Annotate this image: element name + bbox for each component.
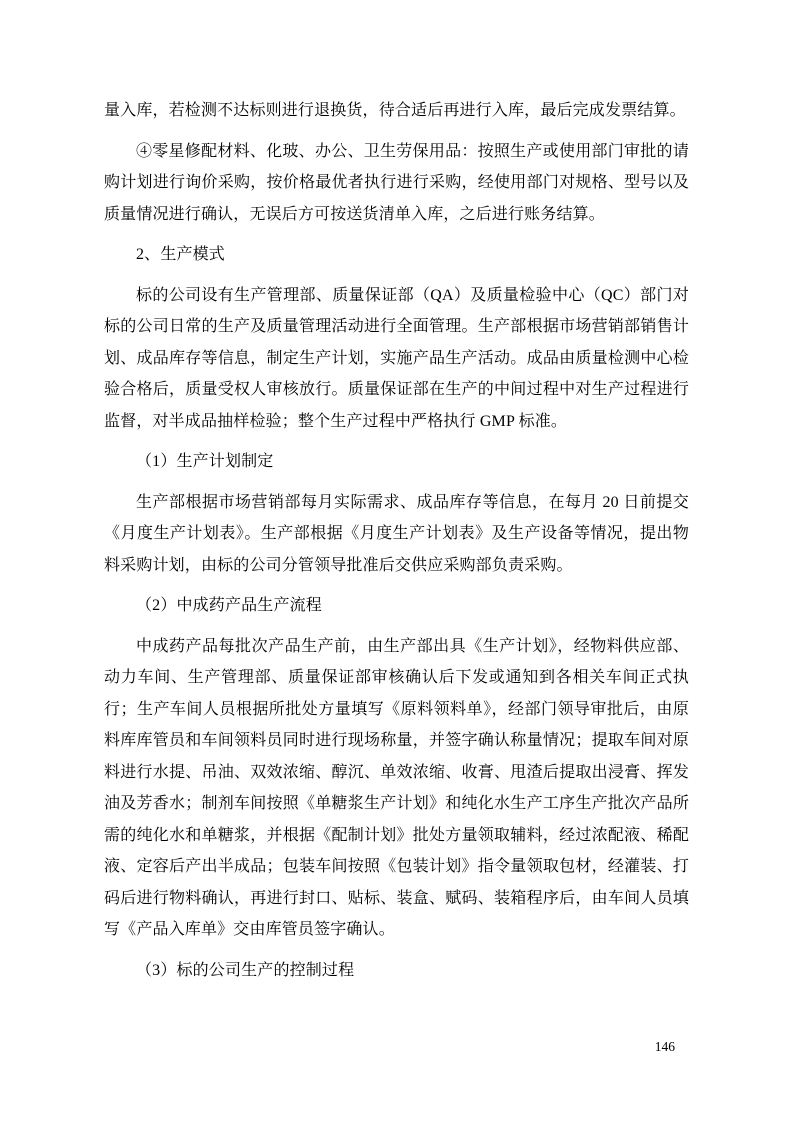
page-number: 146: [654, 1039, 675, 1054]
paragraph-tcm-process: 中成药产品每批次产品生产前，由生产部出具《生产计划》，经物料供应部、动力车间、生产管理部、质量保证部审核确认后下发或通知到各相关车间正式执行；生产车间人员根据所批处方量填写《原料领料单》，经部门领导审批后，由原料库库管员和车间领料员同时进行现场称量，并签字确认称量情况；提取车间对原料进行水提、吊油、双效浓缩、醇沉、单效浓缩、收膏、甩渣后提取出浸膏、挥发油及芳香水；制剂车间按照《单糖浆生产计划》和纯化水生产工序生产批次产品所需的纯化水和单糖浆，并根据《配制计划》批处方量领取辅料，经过浓配液、稀配液、定容后产出半成品；包装车间按照《包装计划》指令量领取包材，经灌装、打码后进行物料确认，再进行封口、贴标、装盒、赋码、装箱程序后，由车间人员填写《产品入库单》交由库管员签字确认。: [104, 637, 689, 938]
subsection-heading-production-plan: （1）生产计划制定: [136, 453, 274, 470]
paragraph-continuation: 量入库，若检测不达标则进行退换货，待合适后再进行入库，最后完成发票结算。: [104, 102, 686, 119]
section-heading-production-mode: 2、生产模式: [136, 246, 225, 263]
paragraph-production-overview: 标的公司设有生产管理部、质量保证部（QA）及质量检验中心（QC）部门对标的公司日常的生产及质量管理活动进行全面管理。生产部根据市场营销部销售计划、成品库存等信息，制定生产计划，实施产品生产活动。成品由质量检测中心检验合格后，质量受权人审核放行。质量保证部在生产的中间过程中对生产过程进行监督，对半成品抽样检验；整个生产过程中严格执行 GMP 标准。: [104, 286, 689, 430]
subsection-heading-tcm-process: （2）中成药产品生产流程: [136, 597, 322, 614]
page-body: [104, 95, 689, 995]
paragraph-production-plan: 生产部根据市场营销部每月实际需求、成品库存等信息，在每月 20 日前提交《月度生产计划表》。生产部根据《月度生产计划表》及生产设备等情况，提出物料采购计划，由标的公司分管领导批准后交供应采购部负责采购。: [104, 493, 689, 574]
page-footer: [0, 1038, 675, 1056]
paragraph-misc-procurement-item-4: ④零星修配材料、化玻、办公、卫生劳保用品：按照生产或使用部门审批的请购计划进行询价采购，按价格最优者执行进行采购，经使用部门对规格、型号以及质量情况进行确认，无误后方可按送货清单入库，之后进行账务结算。: [104, 142, 689, 223]
subsection-heading-production-control: （3）标的公司生产的控制过程: [136, 961, 355, 979]
